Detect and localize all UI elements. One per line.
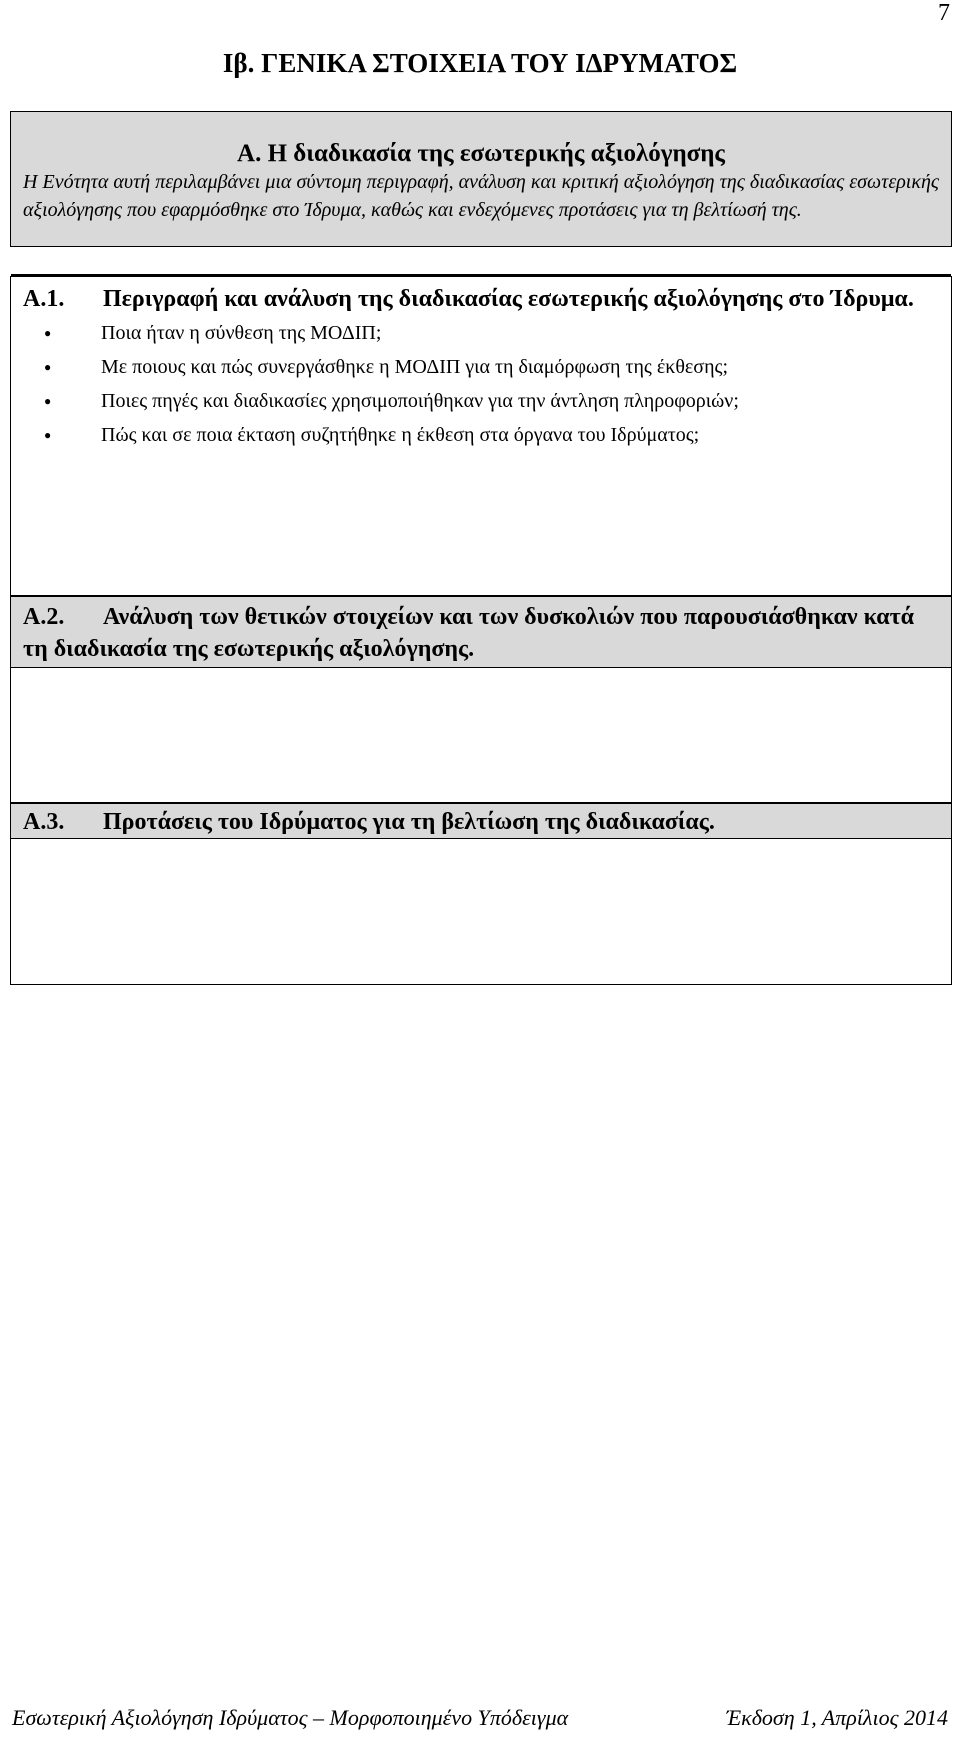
section-heading bbox=[11, 277, 951, 315]
document-title: Ιβ. ΓΕΝΙΚΑ ΣΤΟΙΧΕΙΑ ΤΟΥ ΙΔΡΥΜΑΤΟΣ bbox=[222, 48, 738, 78]
section-a3 bbox=[10, 803, 952, 985]
list-item: ● Ποιες πηγές και διαδικασίες χρησιμοποιήθηκαν για την άντληση πληροφοριών; bbox=[41, 387, 951, 415]
list-item: ● Πώς και σε ποια έκταση συζητήθηκε η έκθεση στα όργανα του Ιδρύματος; bbox=[41, 421, 951, 449]
list-item: ● Με ποιους και πώς συνεργάσθηκε η ΜΟΔΙΠ για τη διαμόρφωση της έκθεσης; bbox=[41, 353, 951, 381]
footer-right: Έκδοση 1, Απρίλιος 2014 bbox=[726, 1705, 948, 1730]
section-number: Α.1. bbox=[23, 286, 65, 312]
list-item: ● Ποια ήταν η σύνθεση της ΜΟΔΙΠ; bbox=[41, 319, 951, 347]
footer-left: Εσωτερική Αξιολόγηση Ιδρύματος – Μορφοποιημένο Υπόδειγμα bbox=[12, 1705, 569, 1730]
section-heading bbox=[11, 804, 951, 839]
section-title: Ανάλυση των θετικών στοιχείων και των δυσκολιών που παρουσιάσθηκαν κατά τη διαδικασία της εσωτερικής αξιολόγησης. bbox=[23, 604, 915, 662]
section-number: Α.2. bbox=[23, 604, 65, 630]
section-number: Α.3. bbox=[23, 809, 65, 835]
section-title: Περιγραφή και ανάλυση της διαδικασίας εσωτερικής αξιολόγησης στο Ίδρυμα. bbox=[103, 286, 914, 312]
page-footer bbox=[0, 1705, 960, 1731]
question-list bbox=[11, 319, 951, 449]
section-heading bbox=[11, 597, 951, 668]
intro-text: Η Ενότητα αυτή περιλαμβάνει μια σύντομη περιγραφή, ανάλυση και κριτική αξιολόγηση της διαδικασίας εσωτερικής αξιολόγησης που εφαρμόσθηκε στο Ίδρυμα, καθώς και ενδεχόμενες προτάσεις για τη βελτίωσή της. bbox=[23, 171, 939, 221]
section-title: Προτάσεις του Ιδρύματος για τη βελτίωση της διαδικασίας. bbox=[103, 809, 715, 835]
intro-box bbox=[10, 111, 952, 247]
intro-heading: Α. Η διαδικασία της εσωτερικής αξιολόγησης bbox=[237, 140, 725, 167]
page-number: 7 bbox=[938, 0, 950, 26]
section-a2 bbox=[10, 596, 952, 803]
divider bbox=[11, 274, 951, 276]
section-a1 bbox=[10, 276, 952, 596]
answer-area[interactable] bbox=[11, 839, 951, 1019]
